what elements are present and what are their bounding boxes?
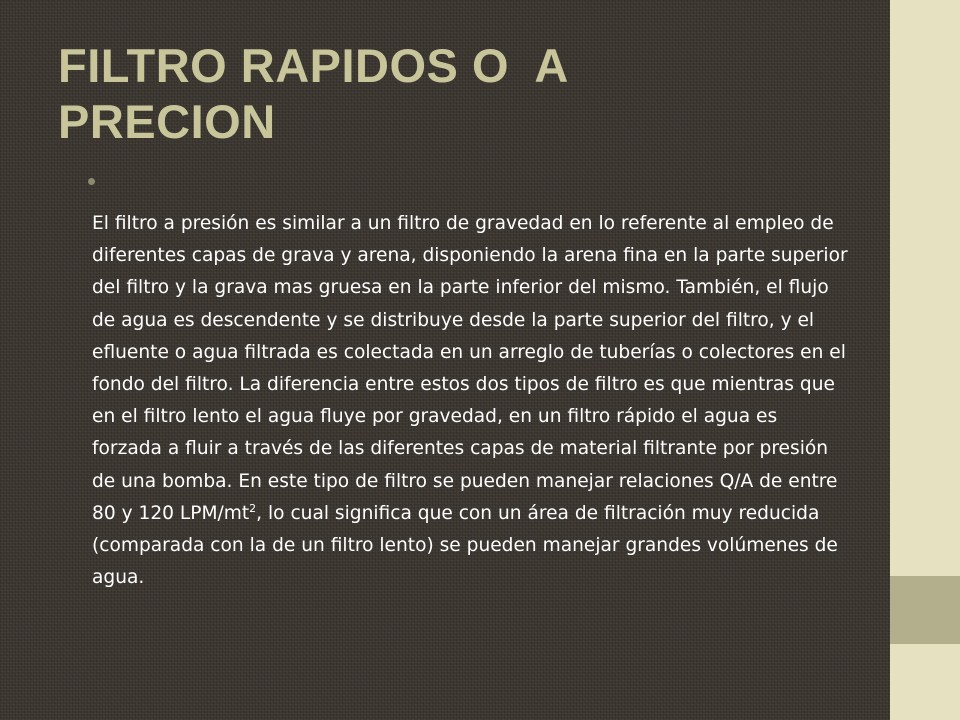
slide-title-line-1: FILTRO RAPIDOS O A (58, 39, 569, 92)
bullet-icon (88, 178, 95, 185)
slide-body-text (92, 208, 852, 594)
sidebar-accent-block (890, 576, 960, 644)
body-text-end: , lo cual significa que con un área de filtración muy reducida (comparada con la de un filtro lento) se pueden manejar grandes volúmenes de agua. (92, 502, 838, 589)
right-sidebar-panel (890, 0, 960, 720)
body-text-main: El filtro a presión es similar a un filtro de gravedad en lo referente al empleo de diferentes capas de grava y arena, disponiendo la arena fina en la parte superior del filtro y la grava mas gruesa en la parte inferior del mismo. También, el flujo de agua es descendente y se distribuye desde la parte superior del filtro, y el efluente o agua filtrada es colectada en un arreglo de tuberías o colectores en el fondo del filtro. La diferencia entre estos dos tipos de filtro es que mientras que en el filtro lento el agua fluye por gravedad, en un filtro rápido el agua es forzada a fluir a través de las diferentes capas de material filtrante por presión de una bomba. En este tipo de filtro se pueden manejar relaciones Q/A de entre 80 y 120 LPM/mt (92, 213, 848, 524)
body-text-superscript: 2 (249, 501, 257, 515)
slide-title-line-2: PRECION (58, 95, 276, 148)
slide-title (58, 38, 858, 150)
